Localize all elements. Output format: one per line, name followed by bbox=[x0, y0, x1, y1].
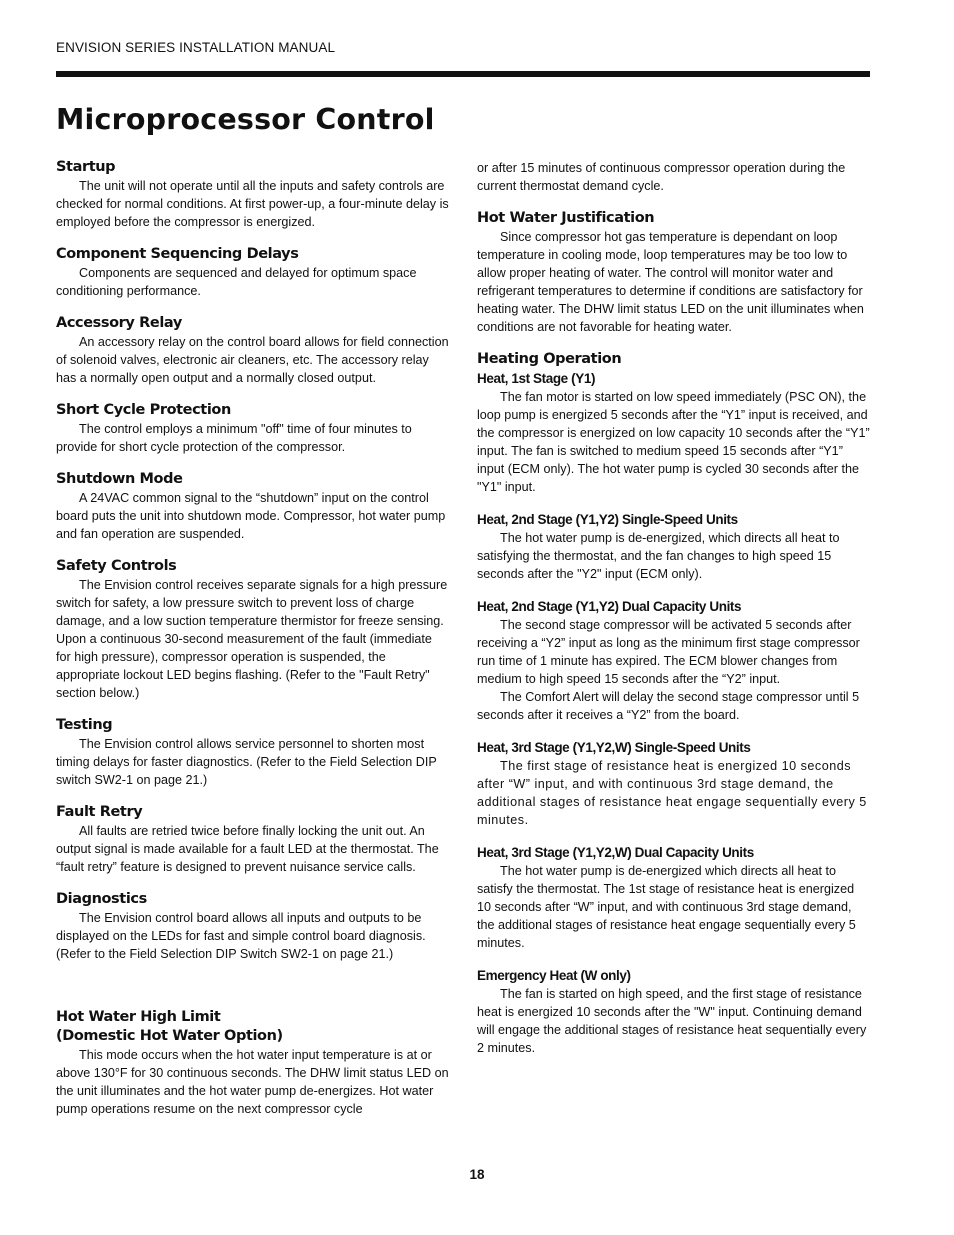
section-testing bbox=[56, 716, 450, 789]
body-startup: The unit will not operate until all the inputs and safety controls are checked for normal conditions. At first power-up, a four-minute delay is employed before the compressor is energized. bbox=[56, 179, 449, 229]
body-heat-2nd-stage-dual-comfort-alert: The Comfort Alert will delay the second stage compressor until 5 seconds after it receives a “Y2” from the board. bbox=[477, 690, 860, 722]
heading-hot-water-justification: Hot Water Justification bbox=[477, 210, 655, 226]
section-short-cycle bbox=[56, 401, 450, 456]
section-hot-water-high-limit bbox=[56, 1008, 450, 1118]
header-rule bbox=[56, 71, 870, 77]
heading-emergency-heat: Emergency Heat (W only) bbox=[477, 968, 631, 983]
heading-domestic-hot-water-option: (Domestic Hot Water Option) bbox=[56, 1028, 283, 1044]
heading-heat-3rd-stage-dual: Heat, 3rd Stage (Y1,Y2,W) Dual Capacity Units bbox=[477, 845, 754, 860]
body-heat-1st-stage: The fan motor is started on low speed immediately (PSC ON), the loop pump is energized 5 seconds after the “Y1” input is received, and the compressor is energized on low capacity 10 seconds after the “Y1” input. The fan is switched to medium speed 15 seconds after “Y1” input (ECM only). The hot water pump is cycled 30 seconds after the "Y1" input. bbox=[477, 390, 870, 494]
body-diagnostics: The Envision control board allows all inputs and outputs to be displayed on the LEDs for fast and simple control board diagnosis. (Refer to the Field Selection DIP Switch SW2-1 on page 21.) bbox=[56, 911, 426, 961]
running-header: ENVISION SERIES INSTALLATION MANUAL bbox=[56, 40, 336, 55]
body-short-cycle: The control employs a minimum "off" time of four minutes to provide for short cycle protection of the compressor. bbox=[56, 422, 412, 454]
heading-fault-retry: Fault Retry bbox=[56, 804, 143, 820]
body-emergency-heat: The fan is started on high speed, and the first stage of resistance heat is energized 10 seconds after the "W" input. Continuing demand will engage the additional stages of resistance heat sequentially every 2 minutes. bbox=[477, 987, 867, 1055]
body-testing: The Envision control allows service personnel to shorten most timing delays for faster diagnostics. (Refer to the Field Selection DIP switch SW2-1 on page 21.) bbox=[56, 737, 437, 787]
body-fault-retry: All faults are retried twice before finally locking the unit out. An output signal is made available for a fault LED at the thermostat. The “fault retry” feature is designed to prevent nuisance service calls. bbox=[56, 824, 439, 874]
section-hot-water-justification bbox=[477, 209, 871, 336]
heading-sequencing: Component Sequencing Delays bbox=[56, 246, 299, 262]
heading-heat-1st-stage: Heat, 1st Stage (Y1) bbox=[477, 371, 596, 386]
body-shutdown: A 24VAC common signal to the “shutdown” input on the control board puts the unit into shutdown mode. Compressor, hot water pump and fan operation are suspended. bbox=[56, 491, 446, 541]
section-startup bbox=[56, 158, 450, 231]
heading-safety-controls: Safety Controls bbox=[56, 558, 177, 574]
heading-shutdown: Shutdown Mode bbox=[56, 471, 183, 487]
body-sequencing: Components are sequenced and delayed for optimum space conditioning performance. bbox=[56, 266, 417, 298]
heading-short-cycle: Short Cycle Protection bbox=[56, 402, 231, 418]
page-title: Microprocessor Control bbox=[56, 103, 435, 136]
section-fault-retry bbox=[56, 803, 450, 876]
section-shutdown bbox=[56, 470, 450, 543]
body-hot-water-high-limit-continued: or after 15 minutes of continuous compressor operation during the current thermostat demand cycle. bbox=[477, 161, 846, 193]
body-heat-3rd-stage-dual: The hot water pump is de-energized which directs all heat to satisfy the thermostat. The 1st stage of resistance heat is energized 10 seconds after “W” input, and with continuous 3rd stage demand, the additional stages of resistance heat engage sequentially every 5 minutes. bbox=[477, 864, 856, 950]
body-hot-water-justification: Since compressor hot gas temperature is dependant on loop temperature in cooling mode, loop temperatures may be too low to allow proper heating of water. The control will monitor water and refrigerant temperatures to determine if conditions are satisfactory for heating water. The DHW limit status LED on the unit illuminates when conditions are not favorable for heating water. bbox=[477, 230, 864, 334]
body-accessory-relay: An accessory relay on the control board allows for field connection of solenoid valves, electronic air cleaners, etc. The accessory relay has a normally open output and a normally closed output. bbox=[56, 335, 449, 385]
body-safety-controls: The Envision control receives separate signals for a high pressure switch for safety, a low pressure switch to prevent loss of charge damage, and a low suction temperature thermistor for freeze sensing. Upon a continuous 30-second measurement of the fault (immediate for high pressure), compressor operation is suspended, the appropriate lockout LED begins flashing. (Refer to the "Fault Retry" section below.) bbox=[56, 578, 448, 700]
section-diagnostics bbox=[56, 890, 450, 963]
body-heat-2nd-stage-single: The hot water pump is de-energized, which directs all heat to satisfying the thermostat, and the fan changes to high speed 15 seconds after the "Y2" input (ECM only). bbox=[477, 531, 840, 581]
section-sequencing bbox=[56, 245, 450, 300]
heading-diagnostics: Diagnostics bbox=[56, 891, 147, 907]
left-column bbox=[56, 158, 450, 1118]
heading-testing: Testing bbox=[56, 717, 113, 733]
heading-heat-3rd-stage-single: Heat, 3rd Stage (Y1,Y2,W) Single-Speed Units bbox=[477, 740, 751, 755]
heading-startup: Startup bbox=[56, 159, 116, 175]
body-heat-3rd-stage-single: The first stage of resistance heat is energized 10 seconds after “W” input, and with continuous 3rd stage demand, the additional stages of resistance heat engage sequentially every 5 minutes. bbox=[477, 759, 867, 827]
body-hot-water-high-limit: This mode occurs when the hot water input temperature is at or above 130°F for 30 continuous seconds. The DHW limit status LED on the unit illuminates and the hot water pump de-energizes. Hot water pump operations resume on the next compressor cycle bbox=[56, 1048, 449, 1116]
heading-heating-operation: Heating Operation bbox=[477, 351, 622, 367]
section-safety-controls bbox=[56, 557, 450, 702]
heading-heat-2nd-stage-single: Heat, 2nd Stage (Y1,Y2) Single-Speed Units bbox=[477, 512, 738, 527]
right-column bbox=[477, 158, 871, 1057]
heading-hot-water-high-limit: Hot Water High Limit bbox=[56, 1009, 221, 1025]
heading-accessory-relay: Accessory Relay bbox=[56, 315, 182, 331]
body-heat-2nd-stage-dual: The second stage compressor will be activated 5 seconds after receiving a “Y2” input as long as the minimum first stage compressor run time of 1 minute has expired. The ECM blower changes from medium to high speed 15 seconds after the “Y2” input. bbox=[477, 618, 860, 686]
page-number: 18 bbox=[469, 1167, 485, 1182]
heading-heat-2nd-stage-dual: Heat, 2nd Stage (Y1,Y2) Dual Capacity Units bbox=[477, 599, 742, 614]
section-heating-operation bbox=[477, 350, 871, 1057]
section-accessory-relay bbox=[56, 314, 450, 387]
